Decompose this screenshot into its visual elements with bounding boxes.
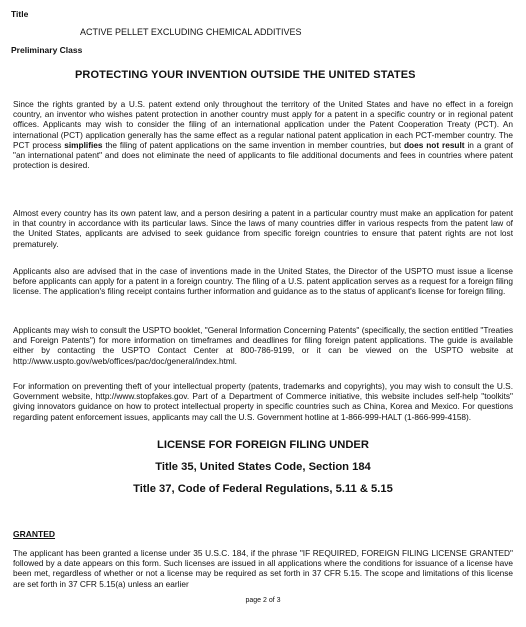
paragraph-1-part-c: the filing of patent applications on the same invention in member countries, but [102,139,404,150]
paragraph-5: For information on preventing theft of your intellectual property (patents, trademarks and copyrights), you may wish to consult the U.S. Government website, http://www.stopfakes.gov. Part of a Department of Commerce initiative, this website includes self-help "toolkits" giving innovators guidance on how to protect intellectual property in specific countries such as China, Korea and Mexico. For questions regarding patent enforcement issues, applicants may call the U.S. Government hotline at 1-866-999-HALT (1-866-999-4158). [13,381,513,422]
paragraph-1 [13,99,513,170]
granted-heading: GRANTED [13,529,56,539]
license-heading-line-2: Title 35, United States Code, Section 184 [155,461,371,473]
title-label: Title [11,9,29,19]
paragraph-4: Applicants may wish to consult the USPTO booklet, "General Information Concerning Patents" (specifically, the section entitled "Treaties and Foreign Patents") for more information on timeframes and deadlines for filing foreign patent applications. The guide is available either by contacting the USPTO Contact Center at 800-786-9199, or it can be viewed on the USPTO website at http://www.uspto.gov/web/offices/pac/doc/general/index.html. [13,325,513,366]
main-heading: PROTECTING YOUR INVENTION OUTSIDE THE UNITED STATES [75,69,416,81]
license-heading-line-1: LICENSE FOR FOREIGN FILING UNDER [157,439,369,451]
preliminary-class-label: Preliminary Class [11,45,83,55]
title-value: ACTIVE PELLET EXCLUDING CHEMICAL ADDITIVES [80,27,302,37]
paragraph-1-bold-simplifies: simplifies [64,139,103,150]
license-heading-line-3: Title 37, Code of Federal Regulations, 5.11 & 5.15 [133,483,393,495]
paragraph-1-part-a: Since the rights granted by a U.S. patent extend only throughout the territory of the United States and have no effect in a foreign country, an inventor who wishes patent protection in another country must apply for a patent in a specific country or in regional patent offices. Applicants may wish to consider the filing of an international application under the Patent Cooperation Treaty (PCT). An international (PCT) application generally has the same effect as a regular national patent application in each PCT-member country. The PCT process [13,99,513,150]
paragraph-granted: The applicant has been granted a license under 35 U.S.C. 184, if the phrase "IF REQUIRED, FOREIGN FILING LICENSE GRANTED" followed by a date appears on this form. Such licenses are issued in all applications where the conditions for issuance of a license have been met, regardless of whether or not a license may be required as set forth in 37 CFR 5.15. The scope and limitations of this license are set forth in 37 CFR 5.15(a) unless an earlier [13,548,513,589]
paragraph-1-bold-does-not-result: does not result [403,139,465,150]
paragraph-2: Almost every country has its own patent law, and a person desiring a patent in a particular country must make an application for patent in that country in accordance with its particular laws. Since the laws of many countries differ in various respects from the patent law of the United States, applicants are advised to seek guidance from specific foreign countries to ensure that patent rights are not lost prematurely. [13,208,513,249]
page-number: page 2 of 3 [245,597,281,604]
paragraph-1-part-d: in a grant of "an international patent" and does not eliminate the need of applicants to file additional documents and fees in countries where patent protection is desired. [13,139,514,171]
paragraph-3: Applicants also are advised that in the case of inventions made in the United States, the Director of the USPTO must issue a license before applicants can apply for a patent in a foreign country. The filing of a U.S. patent application serves as a request for a foreign filing license. The application's filing receipt contains further information and guidance as to the status of applicant's license for foreign filing. [13,266,513,297]
